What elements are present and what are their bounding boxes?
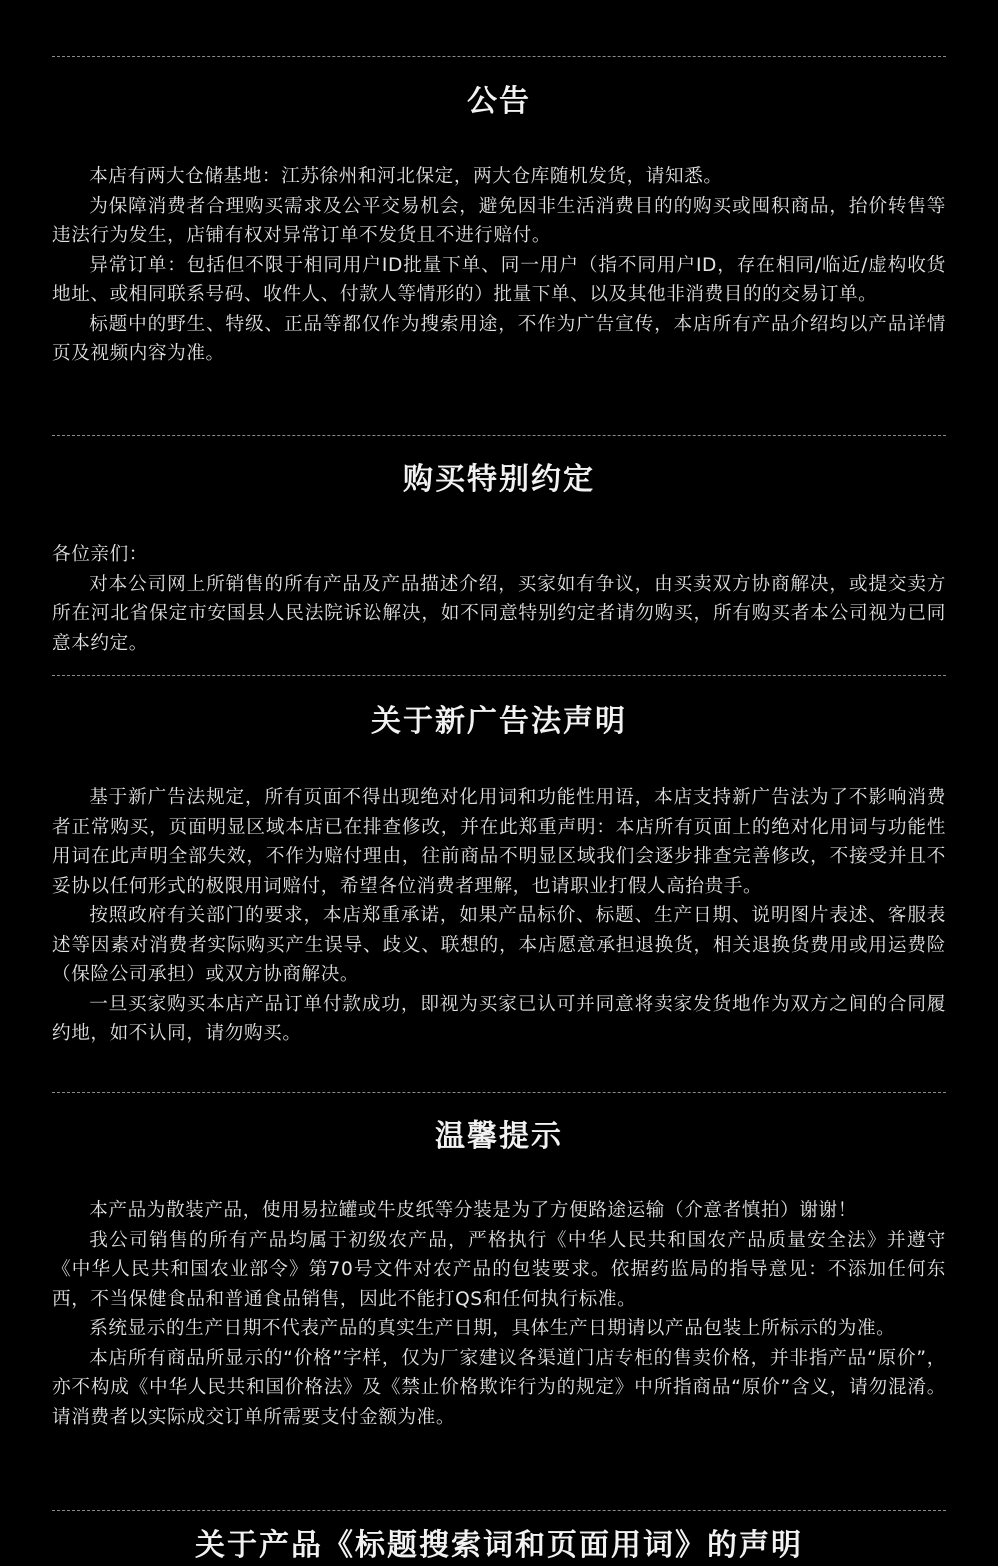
paragraph: 基于新广告法规定，所有页面不得出现绝对化用词和功能性用语，本店支持新广告法为了不影响消费者正常购买，页面明显区域本店已在排查修改，并在此郑重声明：本店所有页面上的绝对化用词与功能性用词在此声明全部失效，不作为赔付理由，往前商品不明显区域我们会逐步排查完善修改，不接受并且不妥协以任何形式的极限用词赔付，希望各位消费者理解，也请职业打假人高抬贵手。 <box>52 787 946 897</box>
announcement-body <box>52 162 946 369</box>
paragraph: 一旦买家购买本店产品订单付款成功，即视为买家已认可并同意将卖家发货地作为双方之间的合同履约地，如不认同，请勿购买。 <box>52 993 946 1044</box>
paragraph: 本店所有商品所显示的“价格”字样，仅为厂家建议各渠道门店专柜的售卖价格，并非指产品“原价”，亦不构成《中华人民共和国价格法》及《禁止价格欺诈行为的规定》中所指商品“原价”含义，请勿混淆。请消费者以实际成交订单所需要支付金额为准。 <box>52 1347 946 1428</box>
dashed-divider <box>52 56 946 57</box>
section-title-purchase-agreement: 购买特别约定 <box>403 462 595 497</box>
paragraph: 本产品为散装产品，使用易拉罐或牛皮纸等分装是为了方便路途运输（介意者慎拍）谢谢！ <box>89 1200 857 1221</box>
section-title-ad-law: 关于新广告法声明 <box>371 704 627 739</box>
paragraph: 我公司销售的所有产品均属于初级农产品，严格执行《中华人民共和国农产品质量安全法》并遵守《中华人民共和国农业部令》第70号文件对农产品的包装要求。依据药监局的指导意见：不添加任何东西，不当保健食品和普通食品销售，因此不能打QS和任何执行标准。 <box>52 1229 946 1310</box>
paragraph: 对本公司网上所销售的所有产品及产品描述介绍，买家如有争议，由买卖双方协商解决，或提交卖方所在河北省保定市安国县人民法院诉讼解决，如不同意特别约定者请勿购买，所有购买者本公司视为已同意本约定。 <box>52 573 946 654</box>
dashed-divider <box>52 1092 946 1093</box>
greeting: 各位亲们： <box>52 544 148 565</box>
section-title-announcement: 公告 <box>467 84 531 119</box>
paragraph: 为保障消费者合理购买需求及公平交易机会，避免因非生活消费目的的购买或囤积商品，抬价转售等违法行为发生，店铺有权对异常订单不发货且不进行赔付。 <box>52 195 946 246</box>
paragraph: 标题中的野生、特级、正品等都仅作为搜索用途，不作为广告宣传，本店所有产品介绍均以产品详情页及视频内容为准。 <box>52 313 946 364</box>
paragraph: 异常订单：包括但不限于相同用户ID批量下单、同一用户（指不同用户ID，存在相同/临近/虚构收货地址、或相同联系号码、收件人、付款人等情形的）批量下单、以及其他非消费目的的交易订单。 <box>52 254 946 305</box>
paragraph: 本店有两大仓储基地：江苏徐州和河北保定，两大仓库随机发货，请知悉。 <box>89 166 723 187</box>
paragraph: 按照政府有关部门的要求，本店郑重承诺，如果产品标价、标题、生产日期、说明图片表述、客服表述等因素对消费者实际购买产生误导、歧义、联想的，本店愿意承担退换货，相关退换货费用或用运费险（保险公司承担）或双方协商解决。 <box>52 905 946 985</box>
dashed-divider <box>52 675 946 676</box>
dashed-divider <box>52 435 946 436</box>
purchase-agreement-body <box>52 540 946 658</box>
paragraph: 系统显示的生产日期不代表产品的真实生产日期，具体生产日期请以产品包装上所标示的为准。 <box>89 1318 896 1339</box>
dashed-divider <box>52 1510 946 1511</box>
tips-body <box>52 1196 946 1432</box>
ad-law-body <box>52 783 946 1049</box>
section-title-tips: 温馨提示 <box>435 1119 563 1154</box>
section-title-keyword-statement: 关于产品《标题搜索词和页面用词》的声明 <box>195 1528 803 1563</box>
